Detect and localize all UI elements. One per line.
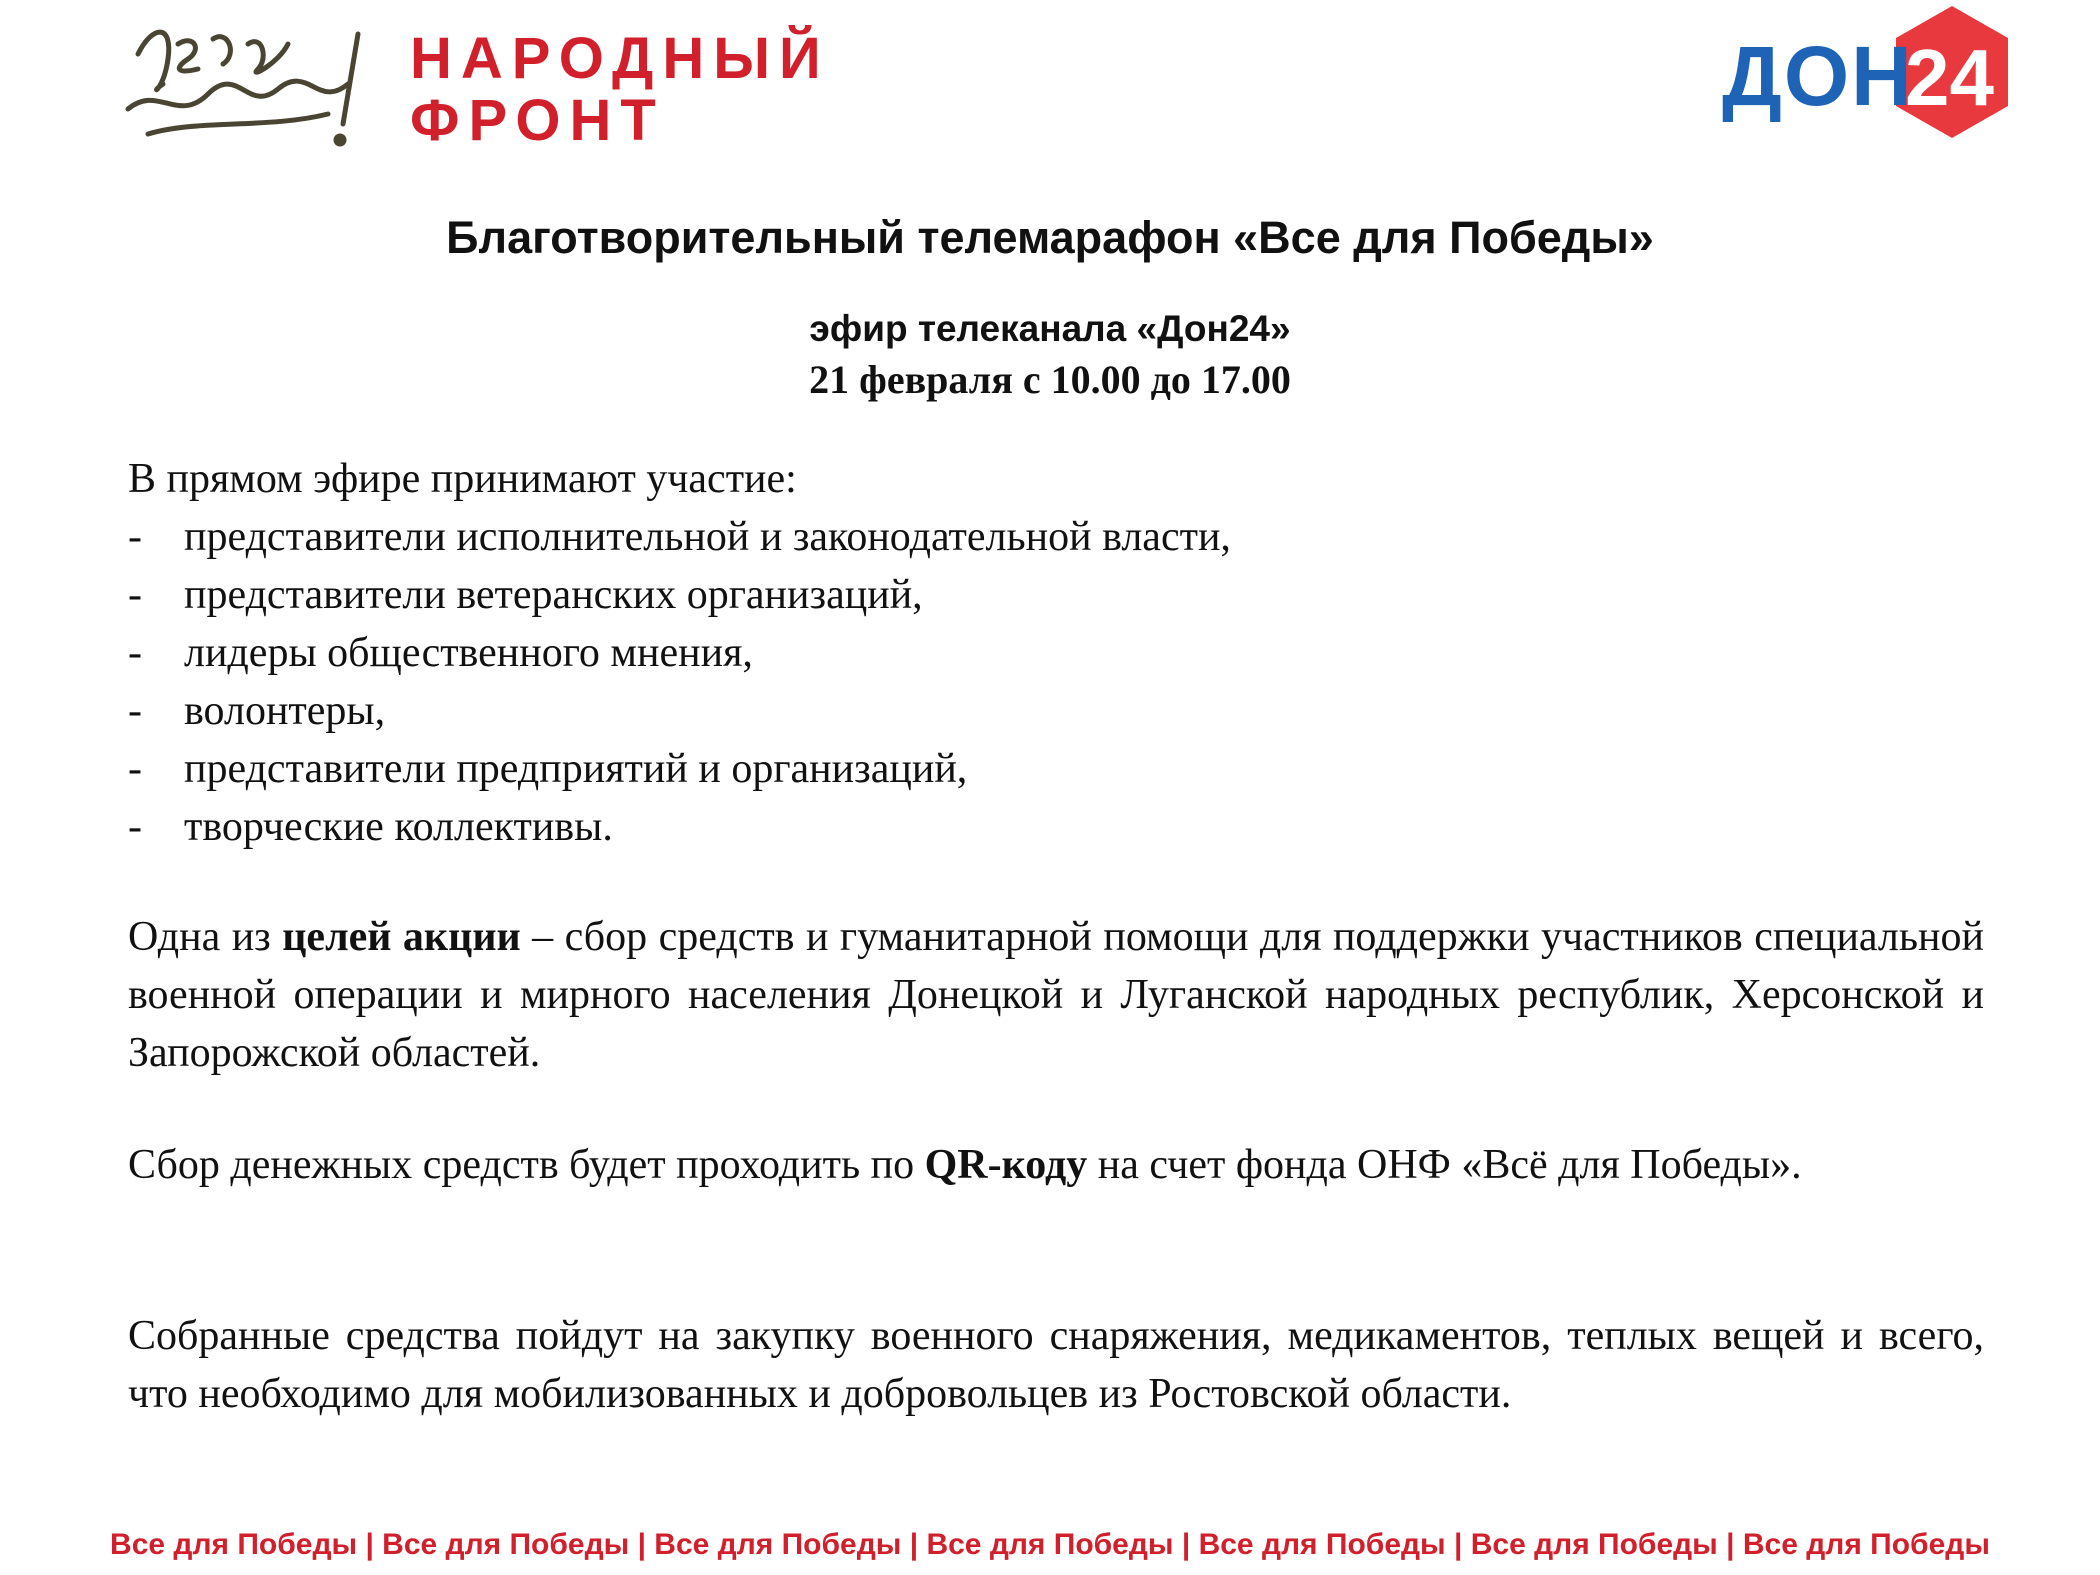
don24-logo (1690, 2, 2010, 142)
svg-text:ДОН: ДОН (1722, 29, 1914, 123)
narodny-front-line-1: НАРОДНЫЙ (410, 26, 830, 91)
list-item: - творческие коллективы. (128, 804, 613, 850)
list-item: - волонтеры, (128, 688, 386, 734)
list-item-text: представители ветеранских организаций, (184, 572, 923, 618)
qr-code-emphasis: QR-коду (924, 1142, 1088, 1188)
participants-intro: В прямом эфире принимают участие: (128, 456, 797, 502)
list-item-text: представители предприятий и организаций, (184, 746, 968, 792)
goal-paragraph: Одна из целей акции – сбор средств и гуманитарной помощи для поддержки участников специальной военной операции и мирного населения Донецкой и Луганской народных республик, Херсонской и Запорожской областей. (128, 914, 1985, 1076)
list-item: - представители предприятий и организаций, (128, 746, 968, 792)
page-title: Благотворительный телемарафон «Все для Победы» (446, 212, 1654, 263)
list-item: - представители исполнительной и законодательной власти, (128, 514, 1231, 560)
footer-banner: Все для Победы | Все для Победы | Все для Победы | Все для Победы | Все для Победы | Все для Победы | Все для Победы (110, 1528, 1990, 1561)
collection-paragraph: Сбор денежных средств будет проходить по QR-коду на счет фонда ОНФ «Всё для Победы». (128, 1142, 1802, 1188)
svg-text:24: 24 (1905, 33, 1994, 122)
narodny-front-line-2: ФРОНТ (410, 88, 665, 153)
narodny-front-logo (410, 26, 830, 153)
usage-paragraph: Собранные средства пойдут на закупку военного снаряжения, медикаментов, теплых вещей и всего, что необходимо для мобилизованных и добровольцев из Ростовской области. (128, 1313, 1984, 1417)
list-item-text: лидеры общественного мнения, (184, 630, 753, 676)
list-item-text: представители исполнительной и законодательной власти, (184, 514, 1231, 560)
list-item-text: волонтеры, (184, 688, 386, 734)
participants-list (128, 508, 1231, 856)
list-item-text: творческие коллективы. (184, 804, 613, 850)
broadcast-date: 21 февраля с 10.00 до 17.00 (809, 357, 1291, 402)
broadcast-subtitle: эфир телеканала «Дон24» (809, 308, 1291, 349)
list-item: - представители ветеранских организаций, (128, 572, 923, 618)
vse-dlya-pobedy-logo (118, 14, 378, 154)
list-item: - лидеры общественного мнения, (128, 630, 753, 676)
goal-emphasis: целей акции (282, 914, 521, 960)
